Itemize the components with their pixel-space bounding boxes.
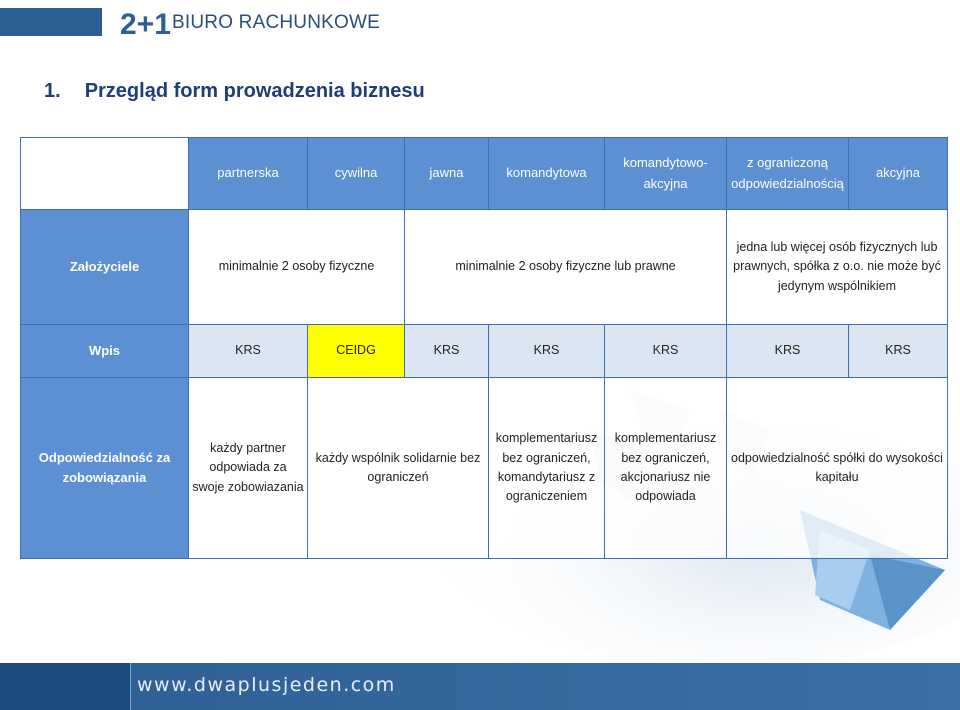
table-cell: KRS (405, 325, 489, 378)
table-row-odpowiedzialnosc (21, 378, 948, 559)
table-cell: minimalnie 2 osoby fizyczne (189, 210, 405, 325)
page-title-number: 1. (44, 80, 61, 102)
table-cell: komplementariusz bez ograniczeń, komandytariusz z ograniczeniem (489, 378, 605, 559)
svg-text:2+1: 2+1 (120, 8, 171, 41)
column-header: akcyjna (849, 138, 948, 210)
table-header-row (21, 138, 948, 210)
column-header: jawna (405, 138, 489, 210)
table-cell: KRS (849, 325, 948, 378)
page-title (44, 80, 425, 103)
table-cell: KRS (727, 325, 849, 378)
table-cell: KRS (489, 325, 605, 378)
footer-website-link[interactable]: www.dwaplusjeden.com (137, 674, 396, 696)
column-header: z ograniczoną odpowiedzialnością (727, 138, 849, 210)
table-cell: KRS (189, 325, 308, 378)
brand-logo (120, 6, 380, 40)
page-title-text: Przegląd form prowadzenia biznesu (84, 80, 425, 102)
brand-name: BIURO RACHUNKOWE (172, 12, 380, 33)
table-cell: jedna lub więcej osób fizycznych lub prawnych, spółka z o.o. nie może być jedynym wspólnikiem (727, 210, 948, 325)
table-cell-highlighted: CEIDG (308, 325, 405, 378)
column-header: cywilna (308, 138, 405, 210)
row-header: Wpis (21, 325, 189, 378)
table-cell: minimalnie 2 osoby fizyczne lub prawne (405, 210, 727, 325)
footer-divider (130, 663, 131, 710)
table-row-wpis (21, 325, 948, 378)
table-corner-cell (21, 138, 189, 210)
table-cell: komplementariusz bez ograniczeń, akcjonariusz nie odpowiada (605, 378, 727, 559)
column-header: komandytowa (489, 138, 605, 210)
table-cell: KRS (605, 325, 727, 378)
column-header: komandytowo-akcyjna (605, 138, 727, 210)
row-header: Odpowiedzialność za zobowiązania (21, 378, 189, 559)
column-header: partnerska (189, 138, 308, 210)
business-forms-table (20, 137, 947, 559)
table-row-zalozyciele (21, 210, 948, 325)
footer-bar (0, 663, 960, 710)
row-header: Założyciele (21, 210, 189, 325)
logo-mark-icon (120, 7, 171, 41)
top-accent-bar (0, 8, 102, 36)
table-cell: odpowiedzialność spółki do wysokości kapitału (727, 378, 948, 559)
table-cell: każdy wspólnik solidarnie bez ograniczeń (308, 378, 489, 559)
table-cell: każdy partner odpowiada za swoje zobowiazania (189, 378, 308, 559)
